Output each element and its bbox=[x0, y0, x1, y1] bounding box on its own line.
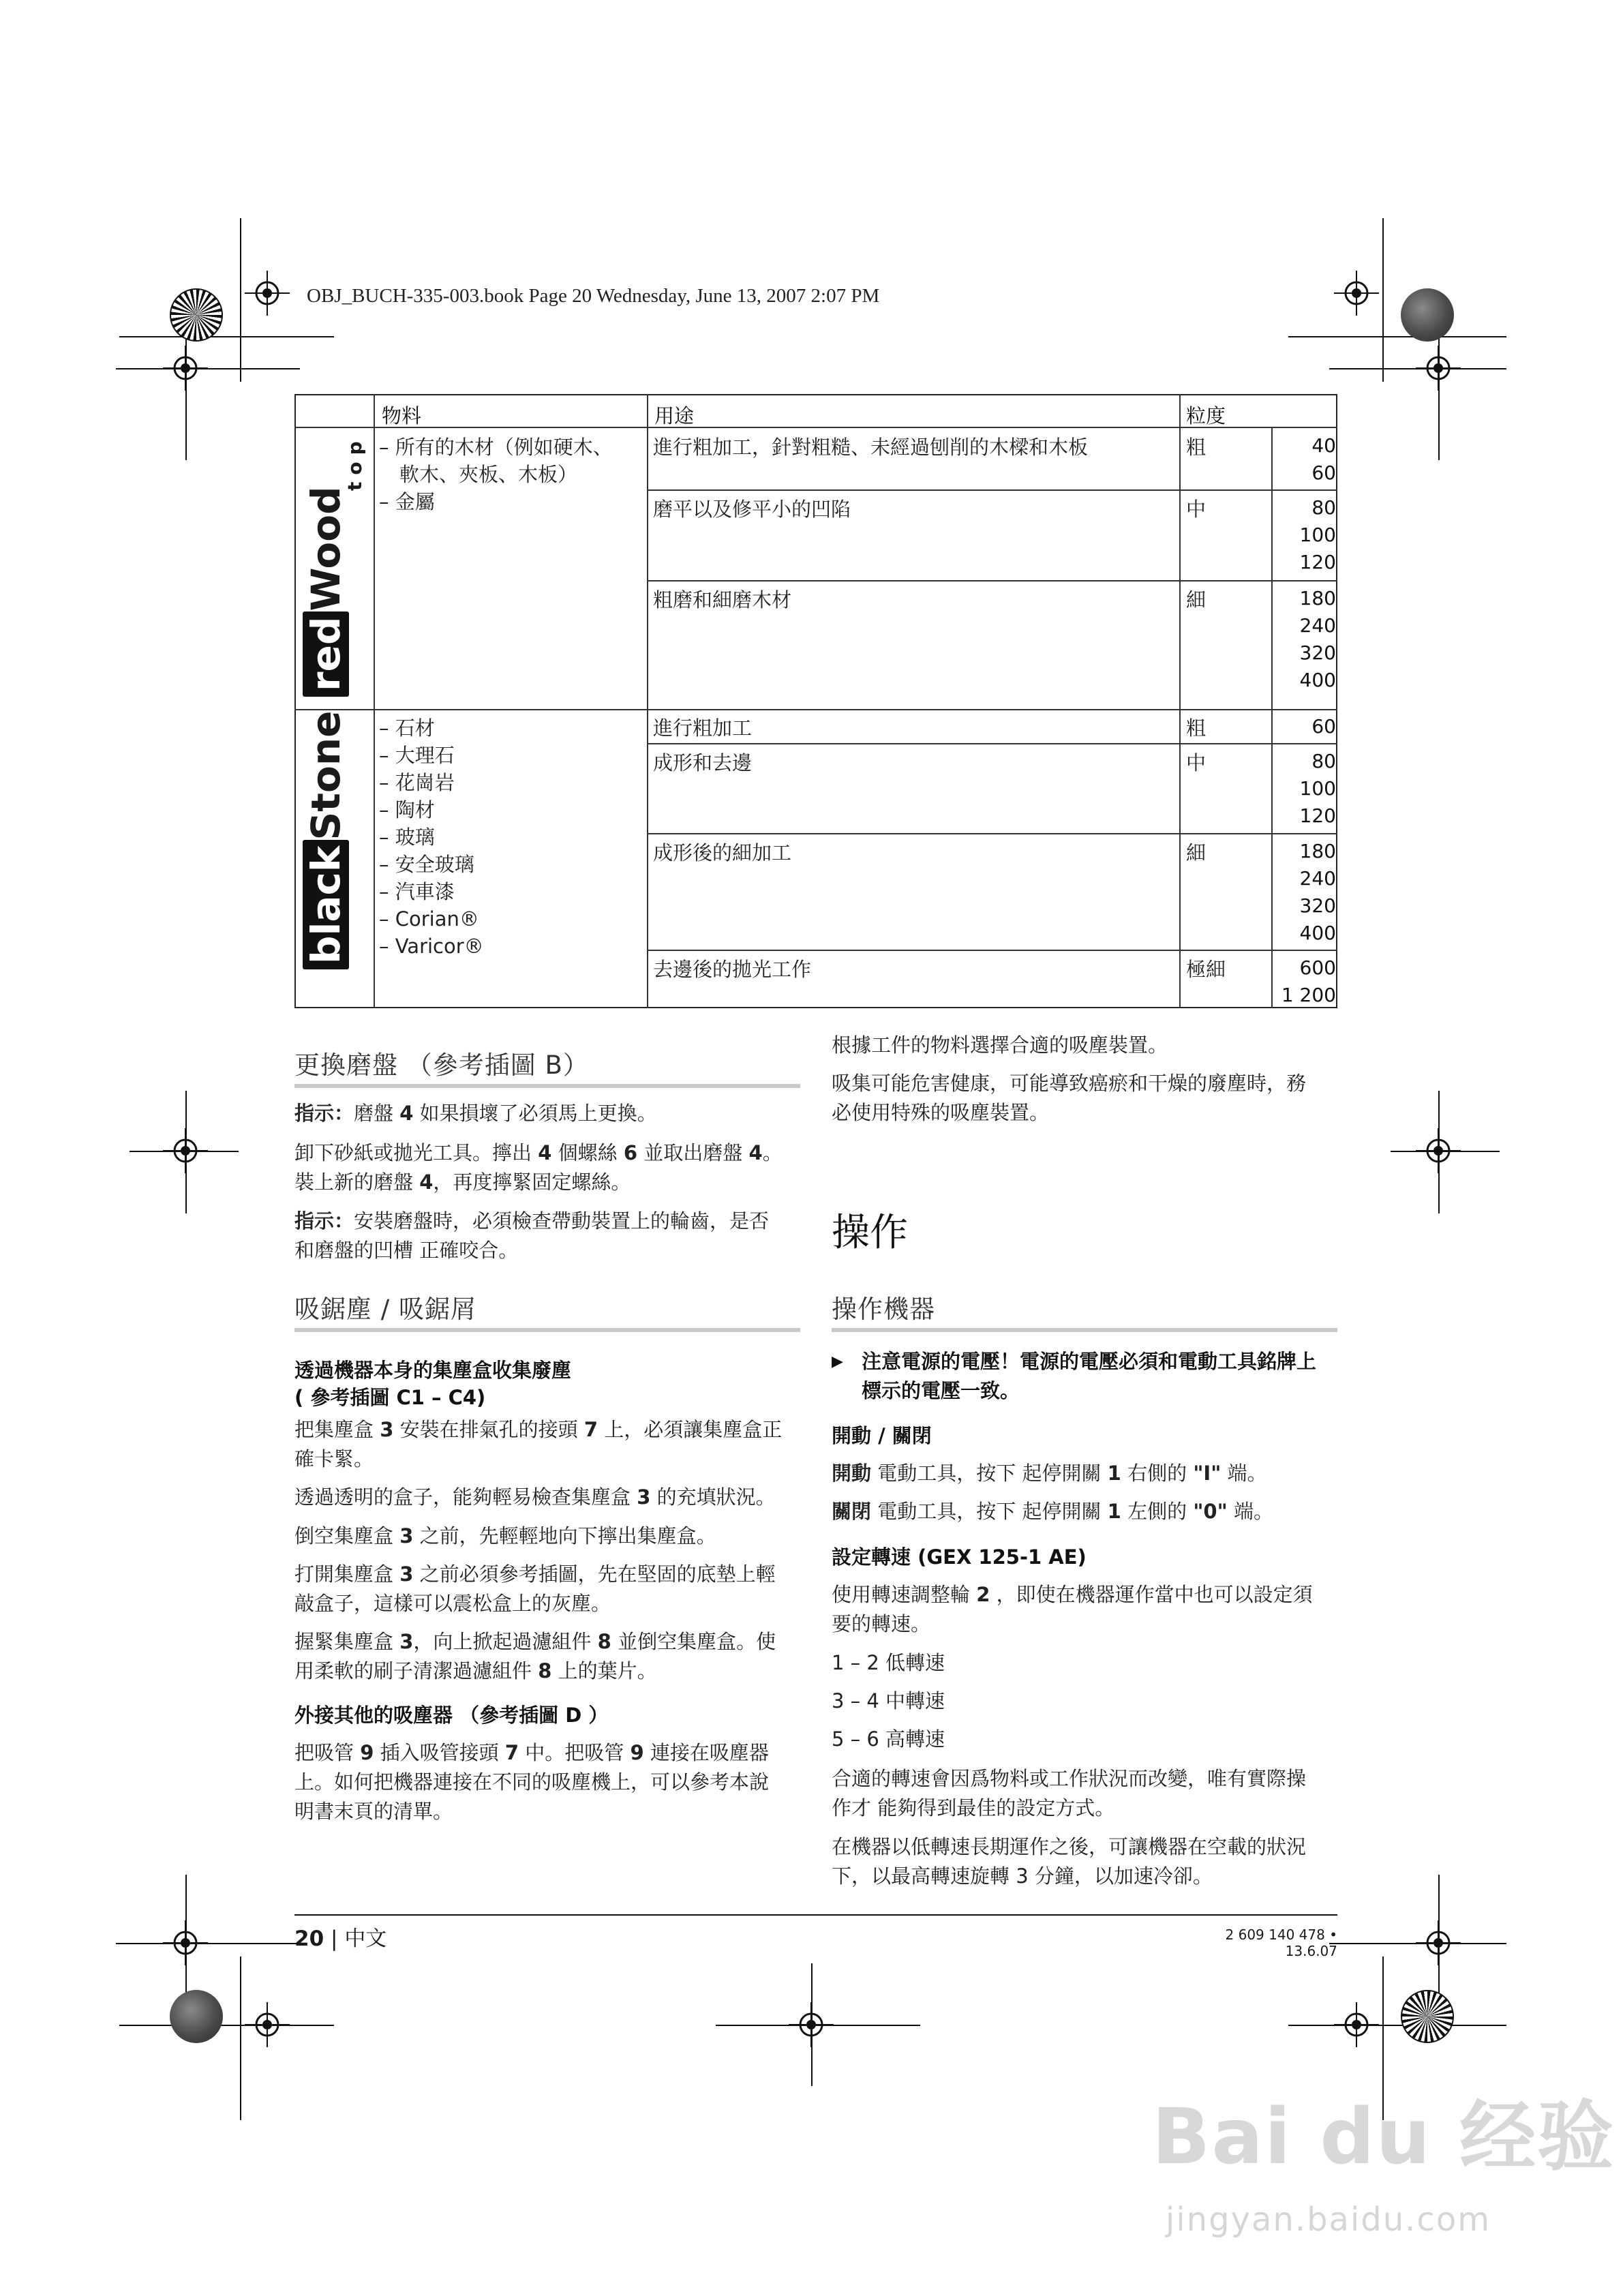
subheading-on-off: 開動 / 關閉 bbox=[832, 1424, 932, 1447]
registration-mark-icon bbox=[1416, 346, 1461, 391]
paragraph-choose-extractor: 根據工件的物料選擇合適的吸塵裝置。 bbox=[832, 1033, 1168, 1057]
registration-mark-icon bbox=[1334, 2002, 1379, 2047]
registration-mark-icon bbox=[789, 2002, 834, 2047]
wood-grade-2: 中 bbox=[1186, 498, 1207, 521]
wood-use-1: 進行粗加工，針對粗糙、未經過刨削的木樑和木板 bbox=[653, 436, 1089, 459]
subheading-speed-setting: 設定轉速 (GEX 125-1 AE) bbox=[832, 1545, 1087, 1569]
registration-mark-icon bbox=[245, 271, 290, 316]
section-title-replace-disc: 更換磨盤 （參考插圖 B） bbox=[294, 1044, 800, 1088]
paragraph-tap-box: 打開集塵盒 3 之前必須參考插圖，先在堅固的底墊上輕 敲盒子，這樣可以震松盒上的灰塵。 bbox=[294, 1562, 776, 1615]
paragraph-cooling: 在機器以低轉速長期運作之後，可讓機器在空載的狀況 下，以最高轉速旋轉 3 分鐘，以加速冷卻。 bbox=[832, 1835, 1307, 1888]
stone-use-1: 進行粗加工 bbox=[653, 716, 753, 740]
stone-grits-1: 60 bbox=[1311, 715, 1336, 738]
paragraph-speed-wheel: 使用轉速調整輪 2 ，即使在機器運作當中也可以設定須 要的轉速。 bbox=[832, 1583, 1313, 1635]
paragraph-connect-hose: 把吸管 9 插入吸管接頭 7 中。把吸管 9 連接在吸塵器 上。如何把機器連接在不同的吸塵機上，可以參考本說 明書末頁的清單。 bbox=[294, 1741, 770, 1823]
red-wood-top-logo: redWood bbox=[303, 486, 349, 697]
paragraph-remove-disc: 卸下砂紙或拋光工具。擰出 4 個螺絲 6 並取出磨盤 4。 裝上新的磨盤 4，再度擰緊固定螺絲。 bbox=[294, 1141, 783, 1194]
paragraph-clean-filter: 握緊集塵盒 3，向上掀起過濾組件 8 並倒空集塵盒。使 用柔軟的刷子清潔過濾組件 8 上的葉片。 bbox=[294, 1630, 776, 1682]
speed-high: 5 – 6 高轉速 bbox=[832, 1727, 945, 1751]
gray-patch-icon bbox=[170, 1990, 223, 2043]
bullet-arrow-icon: ▶ bbox=[832, 1353, 843, 1370]
wood-grits-1: 40 60 bbox=[1311, 434, 1336, 484]
wood-grade-3: 細 bbox=[1186, 588, 1207, 611]
paragraph-health-warning: 吸集可能危害健康，可能導致癌瘀和干燥的廢塵時，務 必使用特殊的吸塵裝置。 bbox=[832, 1072, 1307, 1124]
table-header-material: 物料 bbox=[382, 404, 422, 427]
baidu-watermark-logo: Bai du 经验 bbox=[1152, 2093, 1616, 2181]
table-header-use: 用途 bbox=[654, 404, 695, 427]
stone-use-2: 成形和去邊 bbox=[653, 751, 753, 774]
registration-mark-icon bbox=[163, 1128, 208, 1173]
star-target-icon bbox=[1401, 1990, 1454, 2043]
subheading-external-vacuum: 外接其他的吸塵器 （參考插圖 D ） bbox=[294, 1704, 609, 1727]
section-title-dust-extraction: 吸鋸塵 / 吸鋸屑 bbox=[294, 1288, 800, 1332]
voltage-warning: ▶ 注意電源的電壓！電源的電壓必須和電動工具銘牌上 標示的電壓一致。 bbox=[832, 1347, 1339, 1406]
paragraph-attach-dust-box: 把集塵盒 3 安裝在排氣孔的接頭 7 上，必須讓集塵盒正 確卡緊。 bbox=[294, 1418, 783, 1470]
footer-page-label: 20 | 中文 bbox=[294, 1927, 387, 1951]
chapter-title-operation: 操作 bbox=[832, 1211, 908, 1255]
stone-grits-4: 600 1 200 bbox=[1281, 956, 1336, 1006]
stone-grits-2: 80 100 120 bbox=[1299, 750, 1336, 827]
paragraph-appropriate-speed: 合適的轉速會因爲物料或工作狀況而改變，唯有實際操 作才 能夠得到最佳的設定方式。 bbox=[832, 1767, 1307, 1819]
wood-materials: – 所有的木材（例如硬木、 軟木、夾板、木板） – 金屬 bbox=[379, 436, 613, 513]
wood-use-2: 磨平以及修平小的凹陷 bbox=[653, 498, 851, 521]
print-header: OBJ_BUCH-335-003.book Page 20 Wednesday, June 13, 2007 2:07 PM bbox=[307, 285, 880, 307]
registration-mark-icon bbox=[1416, 1128, 1461, 1173]
stone-grade-4: 極細 bbox=[1186, 958, 1226, 981]
registration-mark-icon bbox=[163, 346, 208, 391]
paragraph-switch-on: 開動 電動工具，按下 起停開關 1 右側的 "I" 端。 bbox=[832, 1462, 1267, 1485]
wood-grits-2: 80 100 120 bbox=[1299, 496, 1336, 573]
footer-doc-code: 2 609 140 478 • 13.6.07 bbox=[1225, 1927, 1337, 1959]
speed-low: 1 – 2 低轉速 bbox=[832, 1651, 945, 1674]
stone-grits-3: 180 240 320 400 bbox=[1299, 840, 1336, 944]
note-install-disc: 指示：安裝磨盤時，必須檢查帶動裝置上的輪齒，是否 和磨盤的凹槽 正確咬合。 bbox=[294, 1209, 770, 1262]
wood-grade-1: 粗 bbox=[1186, 436, 1207, 459]
paragraph-empty-box: 倒空集塵盒 3 之前，先輕輕地向下擰出集塵盒。 bbox=[294, 1524, 716, 1547]
registration-mark-icon bbox=[163, 1920, 208, 1965]
baidu-watermark-url: jingyan.baidu.com bbox=[1166, 2201, 1491, 2239]
registration-mark-icon bbox=[1416, 1920, 1461, 1965]
subheading-dust-box: 透過機器本身的集塵盒收集廢塵 ( 參考插圖 C1 – C4) bbox=[294, 1359, 572, 1409]
paragraph-check-fill: 透過透明的盒子，能夠輕易檢查集塵盒 3 的充填狀況。 bbox=[294, 1485, 776, 1509]
footer-rule bbox=[294, 1914, 1337, 1916]
registration-mark-icon bbox=[245, 2002, 290, 2047]
wood-use-3: 粗磨和細磨木材 bbox=[653, 588, 792, 611]
note-replace-disc: 指示：磨盤 4 如果損壞了必須馬上更換。 bbox=[294, 1102, 657, 1125]
wood-grits-3: 180 240 320 400 bbox=[1299, 587, 1336, 691]
section-title-operate-machine: 操作機器 bbox=[832, 1288, 1337, 1332]
star-target-icon bbox=[170, 288, 223, 342]
stone-grade-3: 細 bbox=[1186, 841, 1207, 864]
stone-grade-1: 粗 bbox=[1186, 716, 1207, 740]
stone-use-4: 去邊後的拋光工作 bbox=[653, 958, 812, 981]
stone-grade-2: 中 bbox=[1186, 751, 1207, 774]
gray-patch-icon bbox=[1401, 288, 1454, 342]
black-stone-logo: blackStone bbox=[303, 711, 349, 969]
stone-use-3: 成形後的細加工 bbox=[653, 841, 792, 864]
registration-mark-icon bbox=[1334, 271, 1379, 316]
table-header-grit: 粒度 bbox=[1186, 404, 1226, 427]
stone-materials: – 石材 – 大理石 – 花崗岩 – 陶材 – 玻璃 – 安全玻璃 – 汽車漆 – Corian® – Varicor® bbox=[379, 716, 484, 958]
red-wood-top-sub-logo: top bbox=[344, 434, 366, 491]
speed-medium: 3 – 4 中轉速 bbox=[832, 1689, 945, 1712]
paragraph-switch-off: 關閉 電動工具，按下 起停開關 1 左側的 "0" 端。 bbox=[832, 1500, 1273, 1523]
